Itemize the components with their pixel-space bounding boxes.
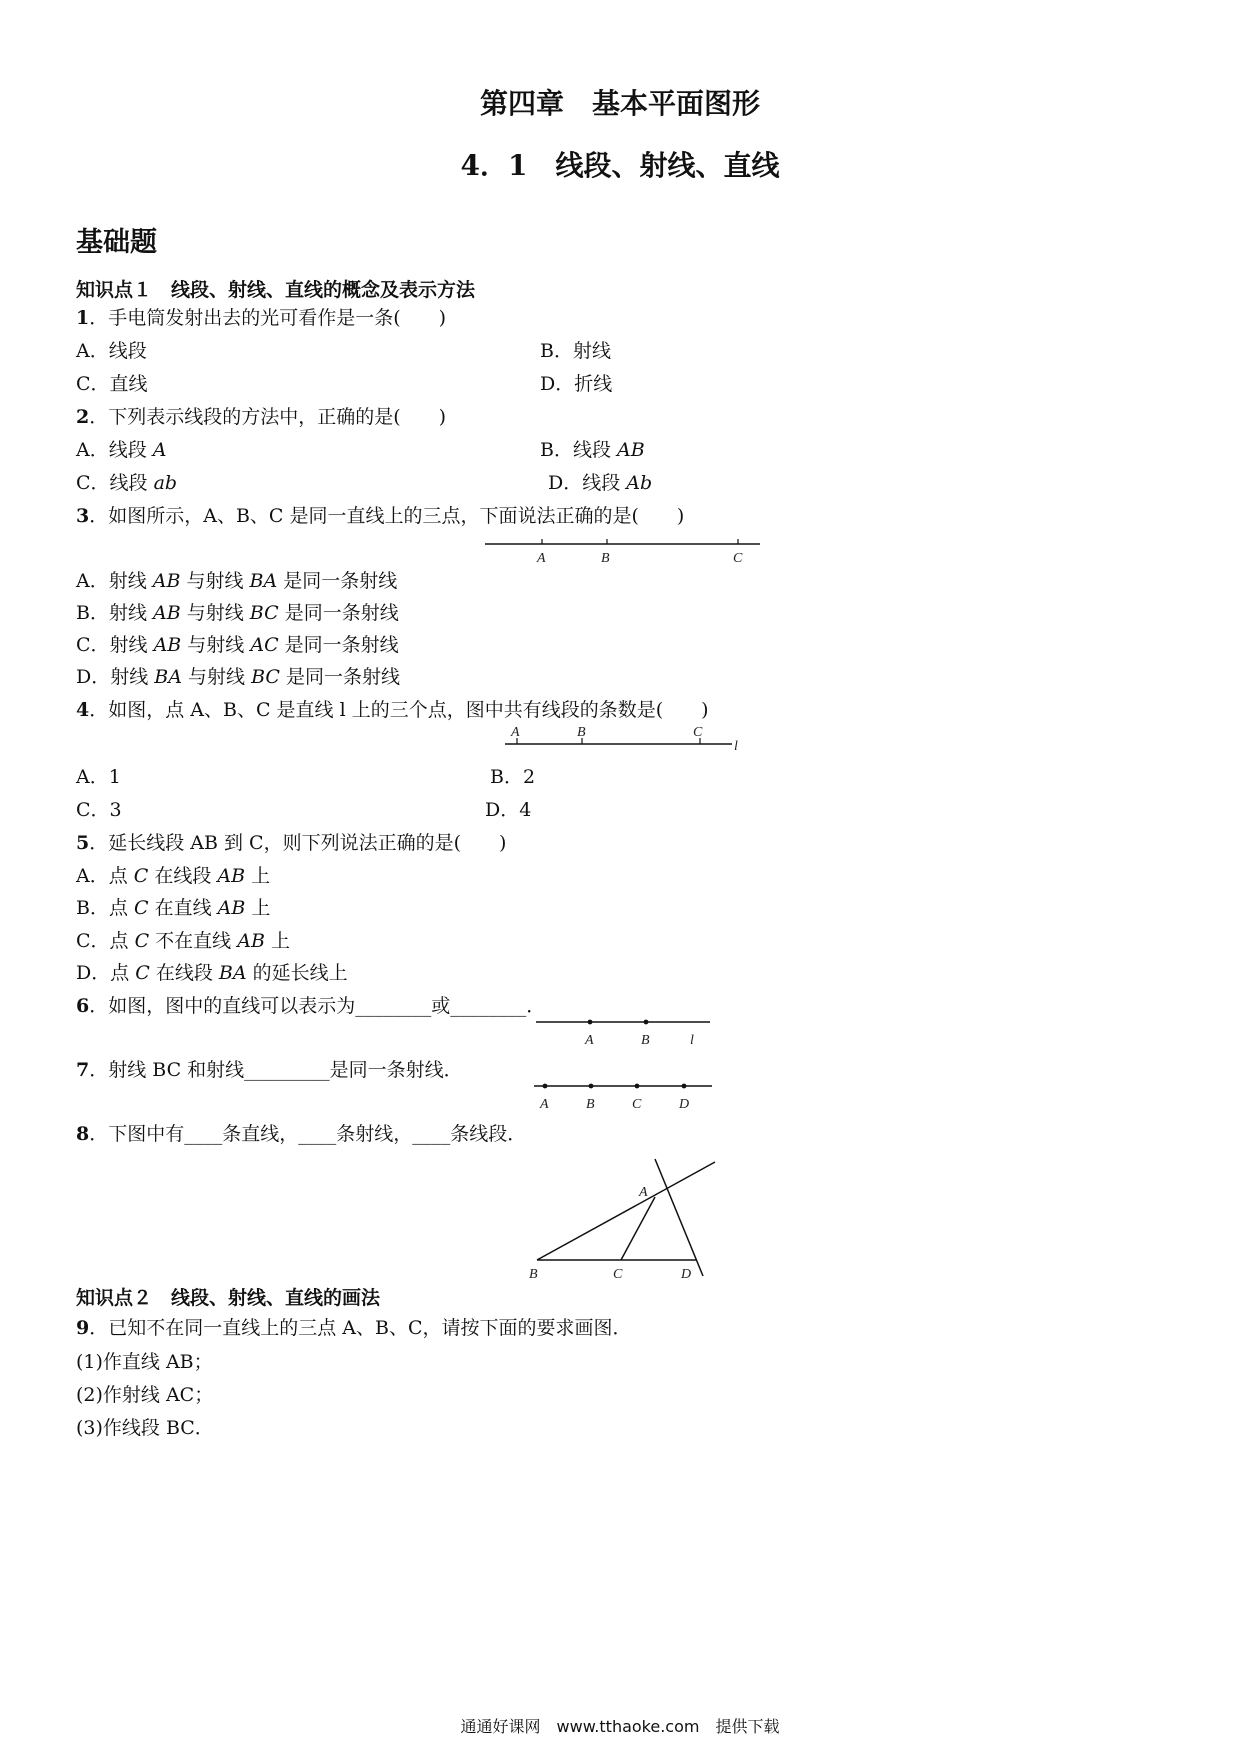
question-number: 2 xyxy=(76,406,90,428)
q2-option-c: C．线段 ab xyxy=(76,472,178,494)
question-number: 4 xyxy=(76,699,90,721)
page-footer: 通通好课网 www.tthaoke.com 提供下载 xyxy=(460,1717,780,1736)
section-title: 4．1 线段、射线、直线 xyxy=(460,149,780,182)
q3-figure xyxy=(480,530,770,570)
q1-option-a: A．线段 xyxy=(76,340,147,362)
question-text: 下列表示线段的方法中，正确的是( ) xyxy=(108,406,447,428)
question-number: 3 xyxy=(76,505,90,527)
knowledge-point-2: 知识点２ 线段、射线、直线的画法 xyxy=(76,1287,381,1309)
question-text: 如图，点 A、B、C 是直线 l 上的三个点，图中共有线段的条数是( ) xyxy=(108,699,709,721)
question-3: 3．如图所示，A、B、C 是同一直线上的三点，下面说法正确的是( ) xyxy=(76,505,685,527)
q3-label-b: B xyxy=(601,551,610,566)
question-4: 4．如图，点 A、B、C 是直线 l 上的三个点，图中共有线段的条数是( ) xyxy=(76,699,709,721)
q3-option-d: D．射线 BA 与射线 BC 是同一条射线 xyxy=(76,666,400,688)
q7-label-b: B xyxy=(586,1097,595,1112)
question-text: 已知不在同一直线上的三点 A、B、C，请按下面的要求画图． xyxy=(108,1317,632,1339)
q7-label-d: D xyxy=(679,1097,690,1112)
question-number: 9 xyxy=(76,1317,90,1339)
q4-option-c: C．3 xyxy=(76,799,122,821)
q8-label-c: C xyxy=(613,1267,623,1282)
question-8: 8．下图中有____条直线，____条射线，____条线段． xyxy=(76,1123,527,1145)
q9-step-1: (1)作直线 AB； xyxy=(76,1351,213,1373)
q1-option-c: C．直线 xyxy=(76,373,148,395)
q4-figure xyxy=(500,724,750,758)
q4-option-b: B．2 xyxy=(490,766,536,788)
q2-option-b: B．线段 AB xyxy=(540,439,645,461)
q7-point-c xyxy=(635,1084,640,1089)
question-number: 7 xyxy=(76,1059,90,1081)
question-text: 手电筒发射出去的光可看作是一条( ) xyxy=(108,307,447,329)
q6-label-l: l xyxy=(690,1033,694,1048)
q3-option-b: B．射线 AB 与射线 BC 是同一条射线 xyxy=(76,602,399,624)
q8-figure xyxy=(525,1150,725,1282)
q7-label-c: C xyxy=(632,1097,642,1112)
question-7: 7．射线 BC 和射线_________是同一条射线． xyxy=(76,1059,463,1081)
question-5: 5．延长线段 AB 到 C，则下列说法正确的是( ) xyxy=(76,832,507,854)
q6-point-b xyxy=(644,1020,649,1025)
q4-label-a: A xyxy=(511,725,520,740)
question-text: 下图中有____条直线，____条射线，____条线段． xyxy=(108,1123,527,1145)
chapter-title: 第四章 基本平面图形 xyxy=(479,87,760,120)
q1-option-b: B．射线 xyxy=(540,340,611,362)
q6-point-a xyxy=(588,1020,593,1025)
question-text: 如图所示，A、B、C 是同一直线上的三点，下面说法正确的是( ) xyxy=(108,505,685,527)
q1-option-d: D．折线 xyxy=(540,373,613,395)
question-1: 1．手电筒发射出去的光可看作是一条( ) xyxy=(76,307,447,329)
q6-figure xyxy=(530,1012,720,1052)
q7-point-d xyxy=(682,1084,687,1089)
q5-option-a: A．点 C 在线段 AB 上 xyxy=(76,865,271,887)
question-text: 射线 BC 和射线_________是同一条射线． xyxy=(108,1059,463,1081)
q4-label-c: C xyxy=(693,725,703,740)
q5-option-c: C．点 C 不在直线 AB 上 xyxy=(76,930,290,952)
q8-label-d: D xyxy=(681,1267,692,1282)
level-heading: 基础题 xyxy=(76,227,157,258)
q4-label-b: B xyxy=(577,725,586,740)
question-2: 2．下列表示线段的方法中，正确的是( ) xyxy=(76,406,447,428)
q4-label-l: l xyxy=(734,739,738,754)
q5-option-b: B．点 C 在直线 AB 上 xyxy=(76,897,271,919)
question-number: 6 xyxy=(76,995,90,1017)
q8-ray-da xyxy=(655,1159,703,1276)
q5-option-d: D．点 C 在线段 BA 的延长线上 xyxy=(76,962,348,984)
question-9: 9．已知不在同一直线上的三点 A、B、C，请按下面的要求画图． xyxy=(76,1317,632,1339)
q3-label-a: A xyxy=(537,551,546,566)
q8-segment-ac xyxy=(621,1197,655,1260)
q2-option-a: A．线段 A xyxy=(76,439,167,461)
question-number: 1 xyxy=(76,307,90,329)
q3-label-c: C xyxy=(733,551,743,566)
q2-option-d: D．线段 Ab xyxy=(548,472,653,494)
question-text: 如图，图中的直线可以表示为________或________． xyxy=(108,995,546,1017)
q6-label-a: A xyxy=(585,1033,594,1048)
question-text: 延长线段 AB 到 C，则下列说法正确的是( ) xyxy=(108,832,507,854)
q7-figure xyxy=(530,1076,720,1116)
q9-step-3: (3)作线段 BC． xyxy=(76,1417,214,1439)
question-number: 8 xyxy=(76,1123,90,1145)
q8-line-ba xyxy=(537,1162,715,1260)
q4-option-d: D．4 xyxy=(485,799,532,821)
q7-point-b xyxy=(589,1084,594,1089)
q3-option-a: A．射线 AB 与射线 BA 是同一条射线 xyxy=(76,570,398,592)
q9-step-2: (2)作射线 AC； xyxy=(76,1384,214,1406)
q8-label-b: B xyxy=(529,1267,538,1282)
q3-option-c: C．射线 AB 与射线 AC 是同一条射线 xyxy=(76,634,399,656)
q7-point-a xyxy=(543,1084,548,1089)
knowledge-point-1: 知识点１ 线段、射线、直线的概念及表示方法 xyxy=(76,279,476,301)
q6-label-b: B xyxy=(641,1033,650,1048)
q7-label-a: A xyxy=(540,1097,549,1112)
question-6: 6．如图，图中的直线可以表示为________或________． xyxy=(76,995,546,1017)
question-number: 5 xyxy=(76,832,90,854)
q4-option-a: A．1 xyxy=(76,766,121,788)
q8-label-a: A xyxy=(639,1185,648,1200)
